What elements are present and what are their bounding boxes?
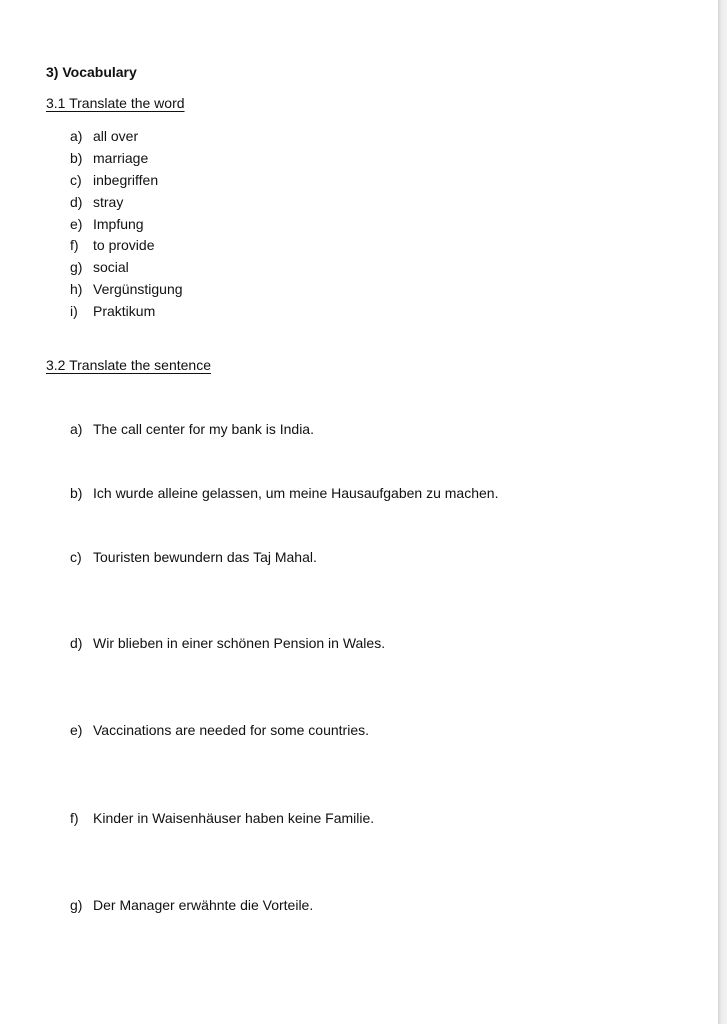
list-marker: f) xyxy=(70,237,79,253)
list-marker: c) xyxy=(70,549,82,565)
list-marker: g) xyxy=(70,259,83,275)
word-translation-heading: 3.1 Translate the word xyxy=(46,95,185,111)
list-marker: a) xyxy=(70,421,83,437)
list-marker: b) xyxy=(70,485,83,501)
list-marker: d) xyxy=(70,635,83,651)
list-marker: e) xyxy=(70,722,83,738)
word-item: Vergünstigung xyxy=(93,281,183,297)
page-edge xyxy=(718,0,727,1024)
sentence-item: Der Manager erwähnte die Vorteile. xyxy=(93,897,314,913)
word-item: marriage xyxy=(93,150,149,166)
word-item: Praktikum xyxy=(93,303,156,319)
list-marker: i) xyxy=(70,303,78,319)
word-item: inbegriffen xyxy=(93,172,159,188)
list-marker: c) xyxy=(70,172,82,188)
list-marker: b) xyxy=(70,150,83,166)
list-marker: e) xyxy=(70,216,83,232)
sentence-item: Wir blieben in einer schönen Pension in Wales. xyxy=(93,635,386,651)
word-item: stray xyxy=(93,194,124,210)
list-marker: g) xyxy=(70,897,83,913)
section-title: 3) Vocabulary xyxy=(46,64,137,80)
word-item: to provide xyxy=(93,237,155,253)
list-marker: h) xyxy=(70,281,83,297)
list-marker: a) xyxy=(70,128,83,144)
list-marker: d) xyxy=(70,194,83,210)
word-item: Impfung xyxy=(93,216,144,232)
sentence-item: The call center for my bank is India. xyxy=(93,421,314,437)
sentence-item: Ich wurde alleine gelassen, um meine Hausaufgaben zu machen. xyxy=(93,485,499,501)
word-item: all over xyxy=(93,128,139,144)
sentence-item: Touristen bewundern das Taj Mahal. xyxy=(93,549,317,565)
list-marker: f) xyxy=(70,810,79,826)
sentence-translation-heading: 3.2 Translate the sentence xyxy=(46,357,211,373)
word-item: social xyxy=(93,259,129,275)
sentence-item: Kinder in Waisenhäuser haben keine Familie. xyxy=(93,810,375,826)
sentence-item: Vaccinations are needed for some countries. xyxy=(93,722,370,738)
